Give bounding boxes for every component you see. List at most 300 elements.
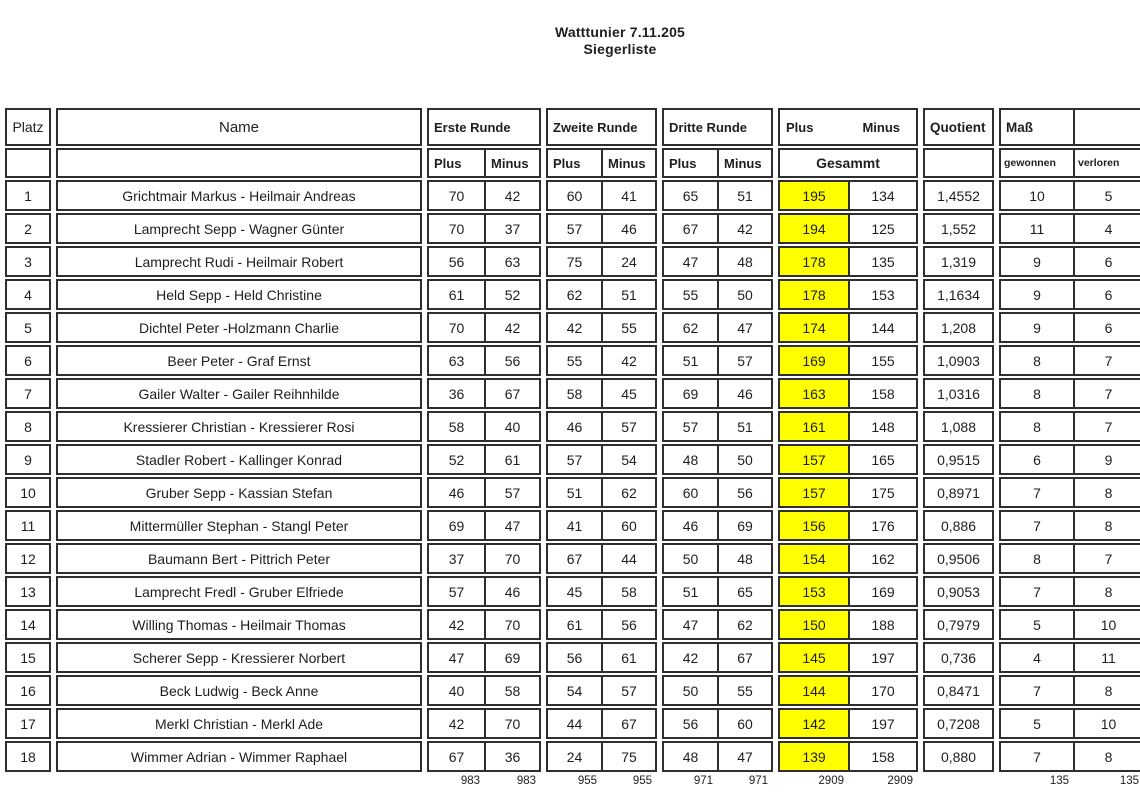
- cell-platz: 9: [24, 451, 32, 468]
- cell-r2m: 57: [601, 413, 655, 440]
- cell-r3p: 62: [682, 319, 699, 336]
- cell-r2p: 62: [566, 286, 583, 303]
- cell-name: Grichtmair Markus - Heilmair Andreas: [122, 187, 356, 204]
- cell-r2m: 56: [601, 611, 655, 638]
- plus-header: Plus: [434, 155, 462, 171]
- cell-gp: 153: [780, 578, 848, 605]
- table-row: [662, 741, 773, 772]
- header-row-2: [427, 148, 541, 178]
- table-row: [662, 213, 773, 244]
- cell-r1m: 61: [484, 446, 539, 473]
- cell-r3p: 50: [682, 550, 699, 567]
- table-row: [546, 609, 657, 640]
- table-row: [662, 279, 773, 310]
- cell-name: Willing Thomas - Heilmair Thomas: [132, 616, 346, 633]
- header-row-2: [662, 148, 773, 178]
- table-row: [778, 213, 918, 244]
- cell-name: Beck Ludwig - Beck Anne: [159, 682, 319, 699]
- cell-r2p: 41: [566, 517, 583, 534]
- cell-r1p: 47: [448, 649, 465, 666]
- cell-gm: 158: [848, 380, 916, 407]
- cell-gp: 178: [780, 248, 848, 275]
- cell-lost: 7: [1073, 347, 1140, 374]
- cell-lost: 6: [1073, 281, 1140, 308]
- table-row: [778, 609, 918, 640]
- cell-r2m: 41: [601, 182, 655, 209]
- cell-q: 0,886: [940, 517, 977, 534]
- total-won: 135: [1049, 775, 1069, 787]
- cell-r2p: 57: [566, 451, 583, 468]
- total-r3m: 971: [748, 775, 768, 787]
- cell-gp: 144: [780, 677, 848, 704]
- cell-gm: 197: [848, 644, 916, 671]
- cell-q: 0,880: [940, 748, 977, 765]
- mass-header: Maß: [1006, 119, 1033, 135]
- header-row-2: [546, 148, 657, 178]
- table-row: [56, 312, 422, 343]
- cell-gm: 169: [848, 578, 916, 605]
- name-header: Name: [218, 118, 259, 136]
- table-row: [5, 609, 51, 640]
- cell-r3p: 55: [682, 286, 699, 303]
- cell-r2m: 75: [601, 743, 655, 770]
- cell-platz: 4: [24, 286, 32, 303]
- cell-r1p: 46: [448, 484, 465, 501]
- cell-r1m: 63: [484, 248, 539, 275]
- cell-platz: 1: [24, 187, 32, 204]
- cell-r3p: 48: [682, 748, 699, 765]
- totals-row: [662, 775, 773, 787]
- verloren-header: verloren: [1073, 150, 1140, 176]
- totals-row: [999, 775, 1140, 787]
- cell-q: 1,552: [940, 220, 977, 237]
- table-row: [923, 378, 994, 409]
- header-row-1: [662, 108, 773, 146]
- cell-r1p: 52: [448, 451, 465, 468]
- cell-name: Dichtel Peter -Holzmann Charlie: [139, 319, 339, 336]
- cell-name: Kressierer Christian - Kressierer Rosi: [123, 418, 355, 435]
- round3-header: Dritte Runde: [669, 119, 747, 135]
- cell-platz: 13: [20, 583, 36, 600]
- column-group-round2: [546, 108, 657, 787]
- gesammt-plus-label: Plus: [786, 119, 814, 135]
- cell-r2p: 58: [566, 385, 583, 402]
- table-row: [923, 279, 994, 310]
- table-row: [427, 675, 541, 706]
- table-row: [427, 312, 541, 343]
- cell-r1p: 67: [448, 748, 465, 765]
- cell-r2p: 56: [566, 649, 583, 666]
- cell-platz: 15: [20, 649, 36, 666]
- table-row: [778, 279, 918, 310]
- table-row: [5, 477, 51, 508]
- cell-won: 11: [1029, 220, 1045, 237]
- cell-name: Lamprecht Fredl - Gruber Elfriede: [134, 583, 344, 600]
- cell-r2p: 46: [566, 418, 583, 435]
- cell-r3p: 67: [682, 220, 699, 237]
- table-row: [662, 510, 773, 541]
- table-row: [662, 675, 773, 706]
- cell-r2m: 44: [601, 545, 655, 572]
- table-row: [546, 576, 657, 607]
- table-row: [999, 378, 1140, 409]
- table-row: [662, 345, 773, 376]
- cell-platz: 16: [20, 682, 36, 699]
- cell-r3m: 46: [717, 380, 771, 407]
- cell-r3m: 57: [717, 347, 771, 374]
- cell-r1m: 69: [484, 644, 539, 671]
- minus-header: Minus: [484, 150, 539, 176]
- cell-won: 5: [1033, 715, 1041, 732]
- cell-name: Gailer Walter - Gailer Reihnhilde: [138, 385, 340, 402]
- cell-won: 9: [1033, 253, 1041, 270]
- table-row: [5, 576, 51, 607]
- table-row: [999, 345, 1140, 376]
- total-gm: 2909: [887, 775, 913, 787]
- cell-platz: 14: [20, 616, 36, 633]
- cell-r2m: 24: [601, 248, 655, 275]
- cell-r2m: 60: [601, 512, 655, 539]
- cell-gp: 156: [780, 512, 848, 539]
- table-row: [56, 279, 422, 310]
- table-row: [56, 378, 422, 409]
- cell-q: 0,9053: [937, 583, 980, 600]
- cell-gp: 157: [780, 479, 848, 506]
- table-row: [427, 708, 541, 739]
- cell-r3p: 51: [682, 583, 699, 600]
- table-row: [427, 246, 541, 277]
- table-row: [5, 180, 51, 211]
- totals-row: [427, 775, 541, 787]
- table-row: [923, 246, 994, 277]
- cell-won: 8: [1033, 385, 1041, 402]
- cell-lost: 5: [1073, 182, 1140, 209]
- cell-r2m: 58: [601, 578, 655, 605]
- header-row-1: [778, 108, 918, 146]
- table-row: [427, 642, 541, 673]
- table-row: [546, 279, 657, 310]
- cell-r3p: 57: [682, 418, 699, 435]
- table-row: [546, 312, 657, 343]
- cell-won: 4: [1033, 649, 1041, 666]
- cell-gm: 125: [848, 215, 916, 242]
- cell-won: 5: [1033, 616, 1041, 633]
- cell-won: 9: [1033, 319, 1041, 336]
- table-row: [923, 477, 994, 508]
- table-row: [778, 642, 918, 673]
- table-row: [999, 675, 1140, 706]
- cell-r3m: 65: [717, 578, 771, 605]
- cell-won: 6: [1033, 451, 1041, 468]
- cell-q: 1,319: [940, 253, 977, 270]
- cell-r2p: 44: [566, 715, 583, 732]
- cell-lost: 6: [1073, 248, 1140, 275]
- cell-platz: 12: [20, 550, 36, 567]
- cell-r3m: 50: [717, 446, 771, 473]
- table-row: [546, 741, 657, 772]
- gesammt-plus-minus-header: [780, 110, 916, 144]
- cell-q: 1,0903: [937, 352, 980, 369]
- table-row: [427, 444, 541, 475]
- cell-name: Mittermüller Stephan - Stangl Peter: [129, 517, 349, 534]
- cell-gp: 150: [780, 611, 848, 638]
- cell-r1p: 70: [448, 220, 465, 237]
- cell-won: 7: [1033, 517, 1041, 534]
- total-r1p: 983: [460, 775, 480, 787]
- table-row: [999, 444, 1140, 475]
- table-row: [999, 543, 1140, 574]
- empty-header-cell: [58, 150, 420, 176]
- cell-r3p: 56: [682, 715, 699, 732]
- table-row: [546, 444, 657, 475]
- total-lost: 135: [1119, 775, 1139, 787]
- column-group-platz: [5, 108, 51, 772]
- cell-r3m: 67: [717, 644, 771, 671]
- minus-header: Minus: [717, 150, 771, 176]
- cell-r1p: 37: [448, 550, 465, 567]
- cell-gm: 176: [848, 512, 916, 539]
- header-row-1: [5, 108, 51, 146]
- cell-lost: 11: [1073, 644, 1140, 671]
- platz-header: Platz: [12, 119, 44, 135]
- cell-gp: 194: [780, 215, 848, 242]
- table-row: [923, 444, 994, 475]
- cell-r3p: 51: [682, 352, 699, 369]
- table-row: [427, 378, 541, 409]
- cell-r1m: 58: [484, 677, 539, 704]
- table-row: [999, 576, 1140, 607]
- table-row: [923, 642, 994, 673]
- total-r2m: 955: [632, 775, 652, 787]
- cell-r1m: 47: [484, 512, 539, 539]
- header-row-2: [923, 148, 994, 178]
- table-row: [778, 378, 918, 409]
- cell-r3p: 69: [682, 385, 699, 402]
- table-row: [427, 543, 541, 574]
- cell-platz: 18: [20, 748, 36, 765]
- table-row: [427, 411, 541, 442]
- cell-q: 1,0316: [937, 385, 980, 402]
- table-row: [999, 246, 1140, 277]
- cell-r1p: 36: [448, 385, 465, 402]
- cell-r2m: 54: [601, 446, 655, 473]
- cell-r2m: 62: [601, 479, 655, 506]
- table-row: [56, 609, 422, 640]
- results-table: [5, 108, 1140, 787]
- cell-r1m: 40: [484, 413, 539, 440]
- table-row: [923, 675, 994, 706]
- cell-platz: 2: [24, 220, 32, 237]
- cell-lost: 8: [1073, 479, 1140, 506]
- cell-r2p: 61: [566, 616, 583, 633]
- table-row: [999, 279, 1140, 310]
- cell-r2p: 45: [566, 583, 583, 600]
- cell-q: 1,4552: [937, 187, 980, 204]
- cell-lost: 9: [1073, 446, 1140, 473]
- table-row: [999, 741, 1140, 772]
- table-row: [5, 378, 51, 409]
- cell-r2p: 54: [566, 682, 583, 699]
- cell-gm: 188: [848, 611, 916, 638]
- table-row: [923, 609, 994, 640]
- round1-header: Erste Runde: [434, 119, 511, 135]
- cell-won: 7: [1033, 682, 1041, 699]
- table-row: [662, 180, 773, 211]
- table-row: [923, 345, 994, 376]
- cell-r1p: 56: [448, 253, 465, 270]
- cell-r1p: 40: [448, 682, 465, 699]
- cell-platz: 8: [24, 418, 32, 435]
- cell-q: 0,736: [940, 649, 977, 666]
- table-row: [5, 345, 51, 376]
- cell-r2p: 42: [566, 319, 583, 336]
- cell-won: 9: [1033, 286, 1041, 303]
- cell-gm: 135: [848, 248, 916, 275]
- table-row: [923, 741, 994, 772]
- table-row: [778, 444, 918, 475]
- cell-gp: 157: [780, 446, 848, 473]
- table-row: [427, 576, 541, 607]
- cell-lost: 7: [1073, 380, 1140, 407]
- table-row: [778, 345, 918, 376]
- table-row: [778, 246, 918, 277]
- cell-r1m: 37: [484, 215, 539, 242]
- table-row: [778, 312, 918, 343]
- cell-name: Baumann Bert - Pittrich Peter: [147, 550, 331, 567]
- cell-name: Lamprecht Rudi - Heilmair Robert: [134, 253, 344, 270]
- table-row: [546, 345, 657, 376]
- table-row: [999, 642, 1140, 673]
- cell-r2p: 24: [566, 748, 583, 765]
- table-row: [999, 411, 1140, 442]
- cell-r2m: 46: [601, 215, 655, 242]
- cell-r3p: 47: [682, 253, 699, 270]
- cell-gm: 158: [848, 743, 916, 770]
- cell-gp: 169: [780, 347, 848, 374]
- cell-r1m: 56: [484, 347, 539, 374]
- cell-platz: 7: [24, 385, 32, 402]
- table-row: [662, 576, 773, 607]
- table-row: [923, 543, 994, 574]
- cell-r3m: 47: [717, 314, 771, 341]
- table-row: [427, 609, 541, 640]
- table-row: [923, 708, 994, 739]
- table-row: [5, 312, 51, 343]
- cell-lost: 10: [1073, 611, 1140, 638]
- cell-name: Scherer Sepp - Kressierer Norbert: [132, 649, 346, 666]
- table-row: [778, 708, 918, 739]
- cell-r3p: 65: [682, 187, 699, 204]
- cell-r3p: 47: [682, 616, 699, 633]
- header-row-1: [546, 108, 657, 146]
- table-row: [999, 510, 1140, 541]
- table-row: [999, 477, 1140, 508]
- cell-gm: 170: [848, 677, 916, 704]
- cell-gm: 148: [848, 413, 916, 440]
- total-r2p: 955: [577, 775, 597, 787]
- table-row: [427, 213, 541, 244]
- table-row: [56, 642, 422, 673]
- table-row: [5, 411, 51, 442]
- total-r1m: 983: [516, 775, 536, 787]
- table-row: [5, 708, 51, 739]
- table-row: [56, 213, 422, 244]
- table-row: [546, 411, 657, 442]
- cell-r2m: 55: [601, 314, 655, 341]
- cell-name: Stadler Robert - Kallinger Konrad: [135, 451, 343, 468]
- cell-q: 0,8971: [937, 484, 980, 501]
- cell-name: Held Sepp - Held Christine: [156, 286, 322, 303]
- cell-platz: 6: [24, 352, 32, 369]
- cell-r3m: 48: [717, 545, 771, 572]
- cell-r1p: 42: [448, 616, 465, 633]
- cell-lost: 8: [1073, 677, 1140, 704]
- cell-gm: 155: [848, 347, 916, 374]
- table-row: [923, 180, 994, 211]
- cell-q: 1,208: [940, 319, 977, 336]
- empty-header-cell: [1073, 110, 1140, 144]
- column-group-round1: [427, 108, 541, 787]
- cell-gp: 145: [780, 644, 848, 671]
- cell-r3p: 42: [682, 649, 699, 666]
- cell-r1p: 61: [448, 286, 465, 303]
- empty-header-cell: [925, 150, 992, 176]
- cell-r3m: 51: [717, 413, 771, 440]
- cell-won: 7: [1033, 583, 1041, 600]
- header-row-2: [5, 148, 51, 178]
- table-row: [662, 411, 773, 442]
- table-row: [662, 444, 773, 475]
- cell-r1p: 57: [448, 583, 465, 600]
- cell-r2p: 60: [566, 187, 583, 204]
- cell-q: 1,088: [940, 418, 977, 435]
- table-row: [999, 180, 1140, 211]
- table-row: [546, 543, 657, 574]
- table-row: [923, 576, 994, 607]
- cell-r3p: 50: [682, 682, 699, 699]
- table-row: [778, 576, 918, 607]
- cell-lost: 7: [1073, 413, 1140, 440]
- cell-r2m: 57: [601, 677, 655, 704]
- table-row: [427, 345, 541, 376]
- column-group-round3: [662, 108, 773, 787]
- cell-r3m: 56: [717, 479, 771, 506]
- table-row: [427, 510, 541, 541]
- table-row: [662, 477, 773, 508]
- table-row: [5, 543, 51, 574]
- cell-lost: 4: [1073, 215, 1140, 242]
- table-row: [427, 741, 541, 772]
- cell-q: 0,8471: [937, 682, 980, 699]
- cell-lost: 10: [1073, 710, 1140, 737]
- table-row: [999, 213, 1140, 244]
- cell-r2m: 67: [601, 710, 655, 737]
- cell-r1m: 57: [484, 479, 539, 506]
- cell-platz: 10: [20, 484, 36, 501]
- cell-r2p: 51: [566, 484, 583, 501]
- table-row: [56, 543, 422, 574]
- cell-r2p: 75: [566, 253, 583, 270]
- cell-gm: 153: [848, 281, 916, 308]
- column-group-quotient: [923, 108, 994, 772]
- cell-gp: 163: [780, 380, 848, 407]
- cell-gm: 165: [848, 446, 916, 473]
- cell-platz: 17: [20, 715, 36, 732]
- cell-r3m: 51: [717, 182, 771, 209]
- table-row: [56, 246, 422, 277]
- cell-won: 10: [1029, 187, 1045, 204]
- cell-r1p: 58: [448, 418, 465, 435]
